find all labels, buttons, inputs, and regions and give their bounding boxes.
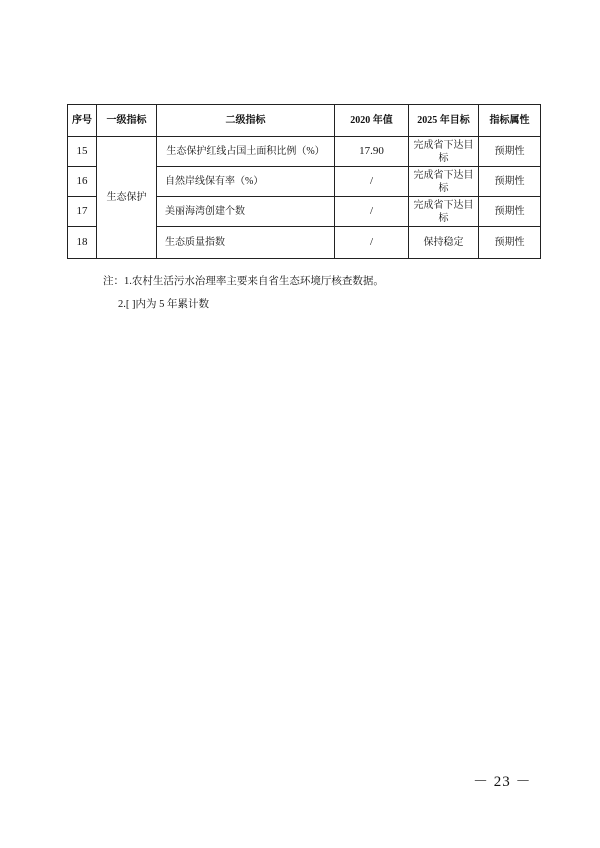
header-seq: 序号 [68,105,97,137]
row-target2025: 完成省下达目标 [409,167,479,197]
row-attribute: 预期性 [479,197,541,227]
row-attribute: 预期性 [479,227,541,259]
row-attribute: 预期性 [479,167,541,197]
table-row [68,137,541,167]
row-name: 生态质量指数 [157,227,335,259]
row-seq: 16 [68,167,97,197]
header-level1: 一级指标 [97,105,157,137]
indicator-table [67,104,541,259]
row-name: 美丽海湾创建个数 [157,197,335,227]
footnote-2: 2.[ ]内为 5 年累计数 [118,299,209,310]
header-value2020: 2020 年值 [335,105,409,137]
row-attribute: 预期性 [479,137,541,167]
row-target2025: 完成省下达目标 [409,137,479,167]
row-seq: 18 [68,227,97,259]
row-seq: 15 [68,137,97,167]
row-target2025: 保持稳定 [409,227,479,259]
row-seq: 17 [68,197,97,227]
row-target2025: 完成省下达目标 [409,197,479,227]
header-target2025: 2025 年目标 [409,105,479,137]
header-level2: 二级指标 [157,105,335,137]
page-number: － 23 － [473,774,532,790]
row-value2020: / [335,227,409,259]
row-value2020: / [335,167,409,197]
group-label: 生态保护 [97,137,157,259]
header-attribute: 指标属性 [479,105,541,137]
row-value2020: 17.90 [335,137,409,167]
footnote-1: 注：1.农村生活污水治理率主要来自省生态环境厅核查数据。 [103,276,384,287]
row-name: 生态保护红线占国土面积比例（%） [157,137,335,167]
row-name: 自然岸线保有率（%） [157,167,335,197]
table-header-row [68,105,541,137]
row-value2020: / [335,197,409,227]
